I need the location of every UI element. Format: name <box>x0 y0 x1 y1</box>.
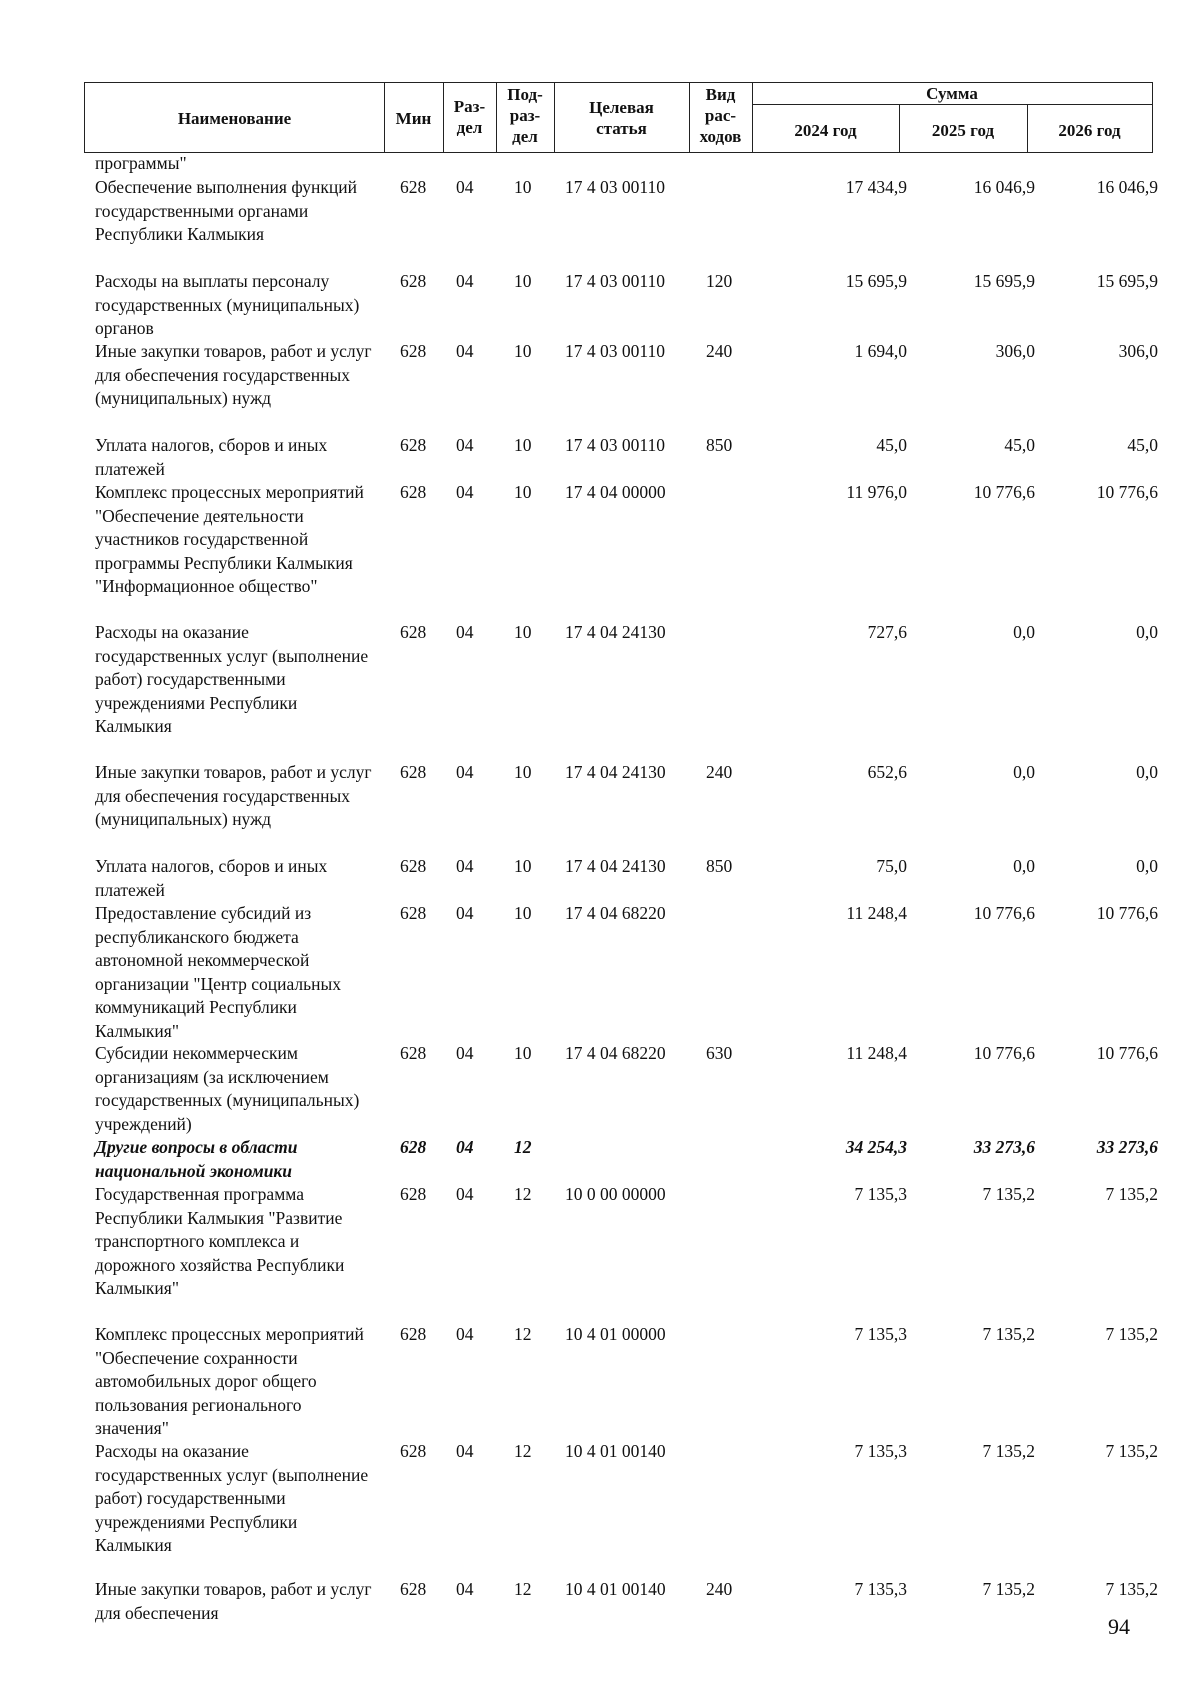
row-razdel: 04 <box>456 1324 474 1344</box>
row-razdel: 04 <box>456 622 474 642</box>
row-min: 628 <box>400 1579 427 1599</box>
row-podrazdel: 12 <box>514 1441 532 1461</box>
row-name: Комплекс процессных мероприятий "Обеспечение деятельности участников государственной программы Республики Калмыкия "Информационное общество" <box>95 482 364 596</box>
row-podrazdel: 10 <box>514 622 532 642</box>
row-sum-2026: 45,0 <box>1127 435 1158 455</box>
table-header <box>84 82 1153 153</box>
row-target-article: 10 4 01 00140 <box>565 1441 666 1461</box>
header-vid: Вид рас- ходов <box>699 85 742 146</box>
row-sum-2026: 16 046,9 <box>1096 177 1158 197</box>
row-sum-2024: 652,6 <box>867 762 907 782</box>
row-sum-2026: 7 135,2 <box>1105 1441 1158 1461</box>
header-2024: 2024 год <box>794 121 857 140</box>
row-min: 628 <box>400 1441 427 1461</box>
row-sum-2024: 1 694,0 <box>854 341 907 361</box>
row-name: Расходы на оказание государственных услуг (выполнение работ) государственными учреждениями Республики Калмыкия <box>95 1441 369 1555</box>
row-razdel: 04 <box>456 1579 474 1599</box>
row-target-article: 17 4 03 00110 <box>565 271 665 291</box>
row-min: 628 <box>400 482 427 502</box>
row-min: 628 <box>400 1043 427 1063</box>
row-sum-2024: 727,6 <box>867 622 907 642</box>
row-expense-type: 850 <box>706 435 733 455</box>
row-min: 628 <box>400 1184 427 1204</box>
header-target: Целевая статья <box>589 98 654 138</box>
row-razdel: 04 <box>456 856 474 876</box>
row-expense-type: 240 <box>706 762 733 782</box>
row-name: Уплата налогов, сборов и иных платежей <box>95 856 328 900</box>
row-name: Иные закупки товаров, работ и услуг для обеспечения <box>95 1579 372 1623</box>
row-min: 628 <box>400 271 427 291</box>
row-sum-2024: 7 135,3 <box>854 1579 907 1599</box>
row-podrazdel: 10 <box>514 177 532 197</box>
row-sum-2026: 0,0 <box>1136 856 1158 876</box>
row-podrazdel: 10 <box>514 435 532 455</box>
row-podrazdel: 10 <box>514 482 532 502</box>
row-min: 628 <box>400 856 427 876</box>
row-name: Обеспечение выполнения функций государственными органами Республики Калмыкия <box>95 177 357 244</box>
row-razdel: 04 <box>456 341 474 361</box>
row-sum-2025: 7 135,2 <box>982 1184 1035 1204</box>
row-target-article: 17 4 03 00110 <box>565 177 665 197</box>
row-target-article: 17 4 04 68220 <box>565 903 666 923</box>
row-name: Расходы на оказание государственных услуг (выполнение работ) государственными учреждениями Республики Калмыкия <box>95 622 369 736</box>
row-razdel: 04 <box>456 1137 474 1157</box>
row-sum-2026: 7 135,2 <box>1105 1324 1158 1344</box>
row-razdel: 04 <box>456 271 474 291</box>
row-razdel: 04 <box>456 435 474 455</box>
row-razdel: 04 <box>456 177 474 197</box>
row-sum-2024: 7 135,3 <box>854 1441 907 1461</box>
row-expense-type: 240 <box>706 341 733 361</box>
row-sum-2025: 7 135,2 <box>982 1324 1035 1344</box>
row-sum-2026: 306,0 <box>1118 341 1158 361</box>
row-min: 628 <box>400 1324 427 1344</box>
row-expense-type: 120 <box>706 271 733 291</box>
row-podrazdel: 10 <box>514 271 532 291</box>
row-name: Комплекс процессных мероприятий "Обеспечение сохранности автомобильных дорог общего пользования регионального значения" <box>95 1324 364 1438</box>
row-name: Уплата налогов, сборов и иных платежей <box>95 435 328 479</box>
page-number: 94 <box>1108 1614 1130 1639</box>
row-sum-2025: 16 046,9 <box>973 177 1035 197</box>
row-name: Другие вопросы в области национальной экономики <box>95 1137 298 1181</box>
row-sum-2026: 15 695,9 <box>1096 271 1158 291</box>
row-podrazdel: 10 <box>514 1043 532 1063</box>
row-min: 628 <box>400 341 427 361</box>
row-sum-2025: 10 776,6 <box>973 482 1035 502</box>
row-razdel: 04 <box>456 482 474 502</box>
row-sum-2024: 34 254,3 <box>845 1137 907 1157</box>
row-podrazdel: 10 <box>514 341 532 361</box>
row-podrazdel: 10 <box>514 762 532 782</box>
row-name: Предоставление субсидий из республиканского бюджета автономной некоммерческой организации "Центр социальных коммуникаций Республики Калмыкия" <box>95 903 341 1041</box>
row-sum-2025: 7 135,2 <box>982 1579 1035 1599</box>
row-podrazdel: 10 <box>514 903 532 923</box>
row-name: программы" <box>95 153 187 173</box>
row-target-article: 17 4 04 24130 <box>565 622 666 642</box>
row-expense-type: 850 <box>706 856 733 876</box>
row-sum-2024: 75,0 <box>876 856 907 876</box>
row-podrazdel: 12 <box>514 1184 532 1204</box>
row-podrazdel: 10 <box>514 856 532 876</box>
row-min: 628 <box>400 903 427 923</box>
row-min: 628 <box>400 1137 427 1157</box>
row-name: Субсидии некоммерческим организациям (за исключением государственных (муниципальных) учреждений) <box>95 1043 360 1134</box>
header-sum: Сумма <box>926 84 978 103</box>
row-min: 628 <box>400 762 427 782</box>
row-target-article: 10 4 01 00000 <box>565 1324 666 1344</box>
row-sum-2025: 0,0 <box>1013 622 1035 642</box>
row-sum-2025: 33 273,6 <box>973 1137 1035 1157</box>
row-name: Государственная программа Республики Калмыкия "Развитие транспортного комплекса и дорожного хозяйства Республики Калмыкия" <box>95 1184 345 1298</box>
row-sum-2025: 45,0 <box>1004 435 1035 455</box>
row-podrazdel: 12 <box>514 1324 532 1344</box>
row-sum-2024: 11 248,4 <box>846 1043 907 1063</box>
row-name: Иные закупки товаров, работ и услуг для обеспечения государственных (муниципальных) нужд <box>95 762 372 829</box>
row-razdel: 04 <box>456 903 474 923</box>
row-target-article: 17 4 04 68220 <box>565 1043 666 1063</box>
header-podrazdel: Под- раз- дел <box>507 85 543 146</box>
header-name: Наименование <box>177 109 292 128</box>
row-sum-2024: 17 434,9 <box>845 177 907 197</box>
header-2026: 2026 год <box>1058 121 1121 140</box>
header-min: Мин <box>395 109 432 128</box>
row-sum-2025: 306,0 <box>995 341 1035 361</box>
row-sum-2026: 10 776,6 <box>1096 1043 1158 1063</box>
row-sum-2024: 11 976,0 <box>846 482 907 502</box>
row-target-article: 17 4 04 00000 <box>565 482 666 502</box>
row-sum-2026: 10 776,6 <box>1096 482 1158 502</box>
row-razdel: 04 <box>456 1184 474 1204</box>
row-sum-2024: 7 135,3 <box>854 1184 907 1204</box>
row-sum-2026: 7 135,2 <box>1105 1579 1158 1599</box>
row-sum-2026: 33 273,6 <box>1096 1137 1158 1157</box>
row-sum-2024: 7 135,3 <box>854 1324 907 1344</box>
row-target-article: 17 4 03 00110 <box>565 435 665 455</box>
row-target-article: 17 4 04 24130 <box>565 762 666 782</box>
row-razdel: 04 <box>456 762 474 782</box>
row-min: 628 <box>400 177 427 197</box>
row-sum-2024: 11 248,4 <box>846 903 907 923</box>
row-razdel: 04 <box>456 1043 474 1063</box>
row-sum-2026: 10 776,6 <box>1096 903 1158 923</box>
row-razdel: 04 <box>456 1441 474 1461</box>
row-target-article: 10 0 00 00000 <box>565 1184 666 1204</box>
row-sum-2024: 45,0 <box>876 435 907 455</box>
row-podrazdel: 12 <box>514 1137 532 1157</box>
row-sum-2024: 15 695,9 <box>845 271 907 291</box>
row-sum-2025: 0,0 <box>1013 762 1035 782</box>
row-target-article: 17 4 04 24130 <box>565 856 666 876</box>
row-expense-type: 630 <box>706 1043 733 1063</box>
row-name: Расходы на выплаты персоналу государственных (муниципальных) органов <box>95 271 360 338</box>
row-sum-2025: 0,0 <box>1013 856 1035 876</box>
row-expense-type: 240 <box>706 1579 733 1599</box>
row-podrazdel: 12 <box>514 1579 532 1599</box>
row-min: 628 <box>400 435 427 455</box>
header-2025: 2025 год <box>931 121 995 140</box>
row-sum-2025: 7 135,2 <box>982 1441 1035 1461</box>
row-sum-2026: 0,0 <box>1136 762 1158 782</box>
row-target-article: 10 4 01 00140 <box>565 1579 666 1599</box>
header-razdel: Раз- дел <box>453 97 486 137</box>
row-sum-2025: 15 695,9 <box>973 271 1035 291</box>
row-sum-2026: 0,0 <box>1136 622 1158 642</box>
row-sum-2025: 10 776,6 <box>973 903 1035 923</box>
row-min: 628 <box>400 622 427 642</box>
row-sum-2025: 10 776,6 <box>973 1043 1035 1063</box>
row-name: Иные закупки товаров, работ и услуг для обеспечения государственных (муниципальных) нужд <box>95 341 372 408</box>
row-target-article: 17 4 03 00110 <box>565 341 665 361</box>
row-sum-2026: 7 135,2 <box>1105 1184 1158 1204</box>
